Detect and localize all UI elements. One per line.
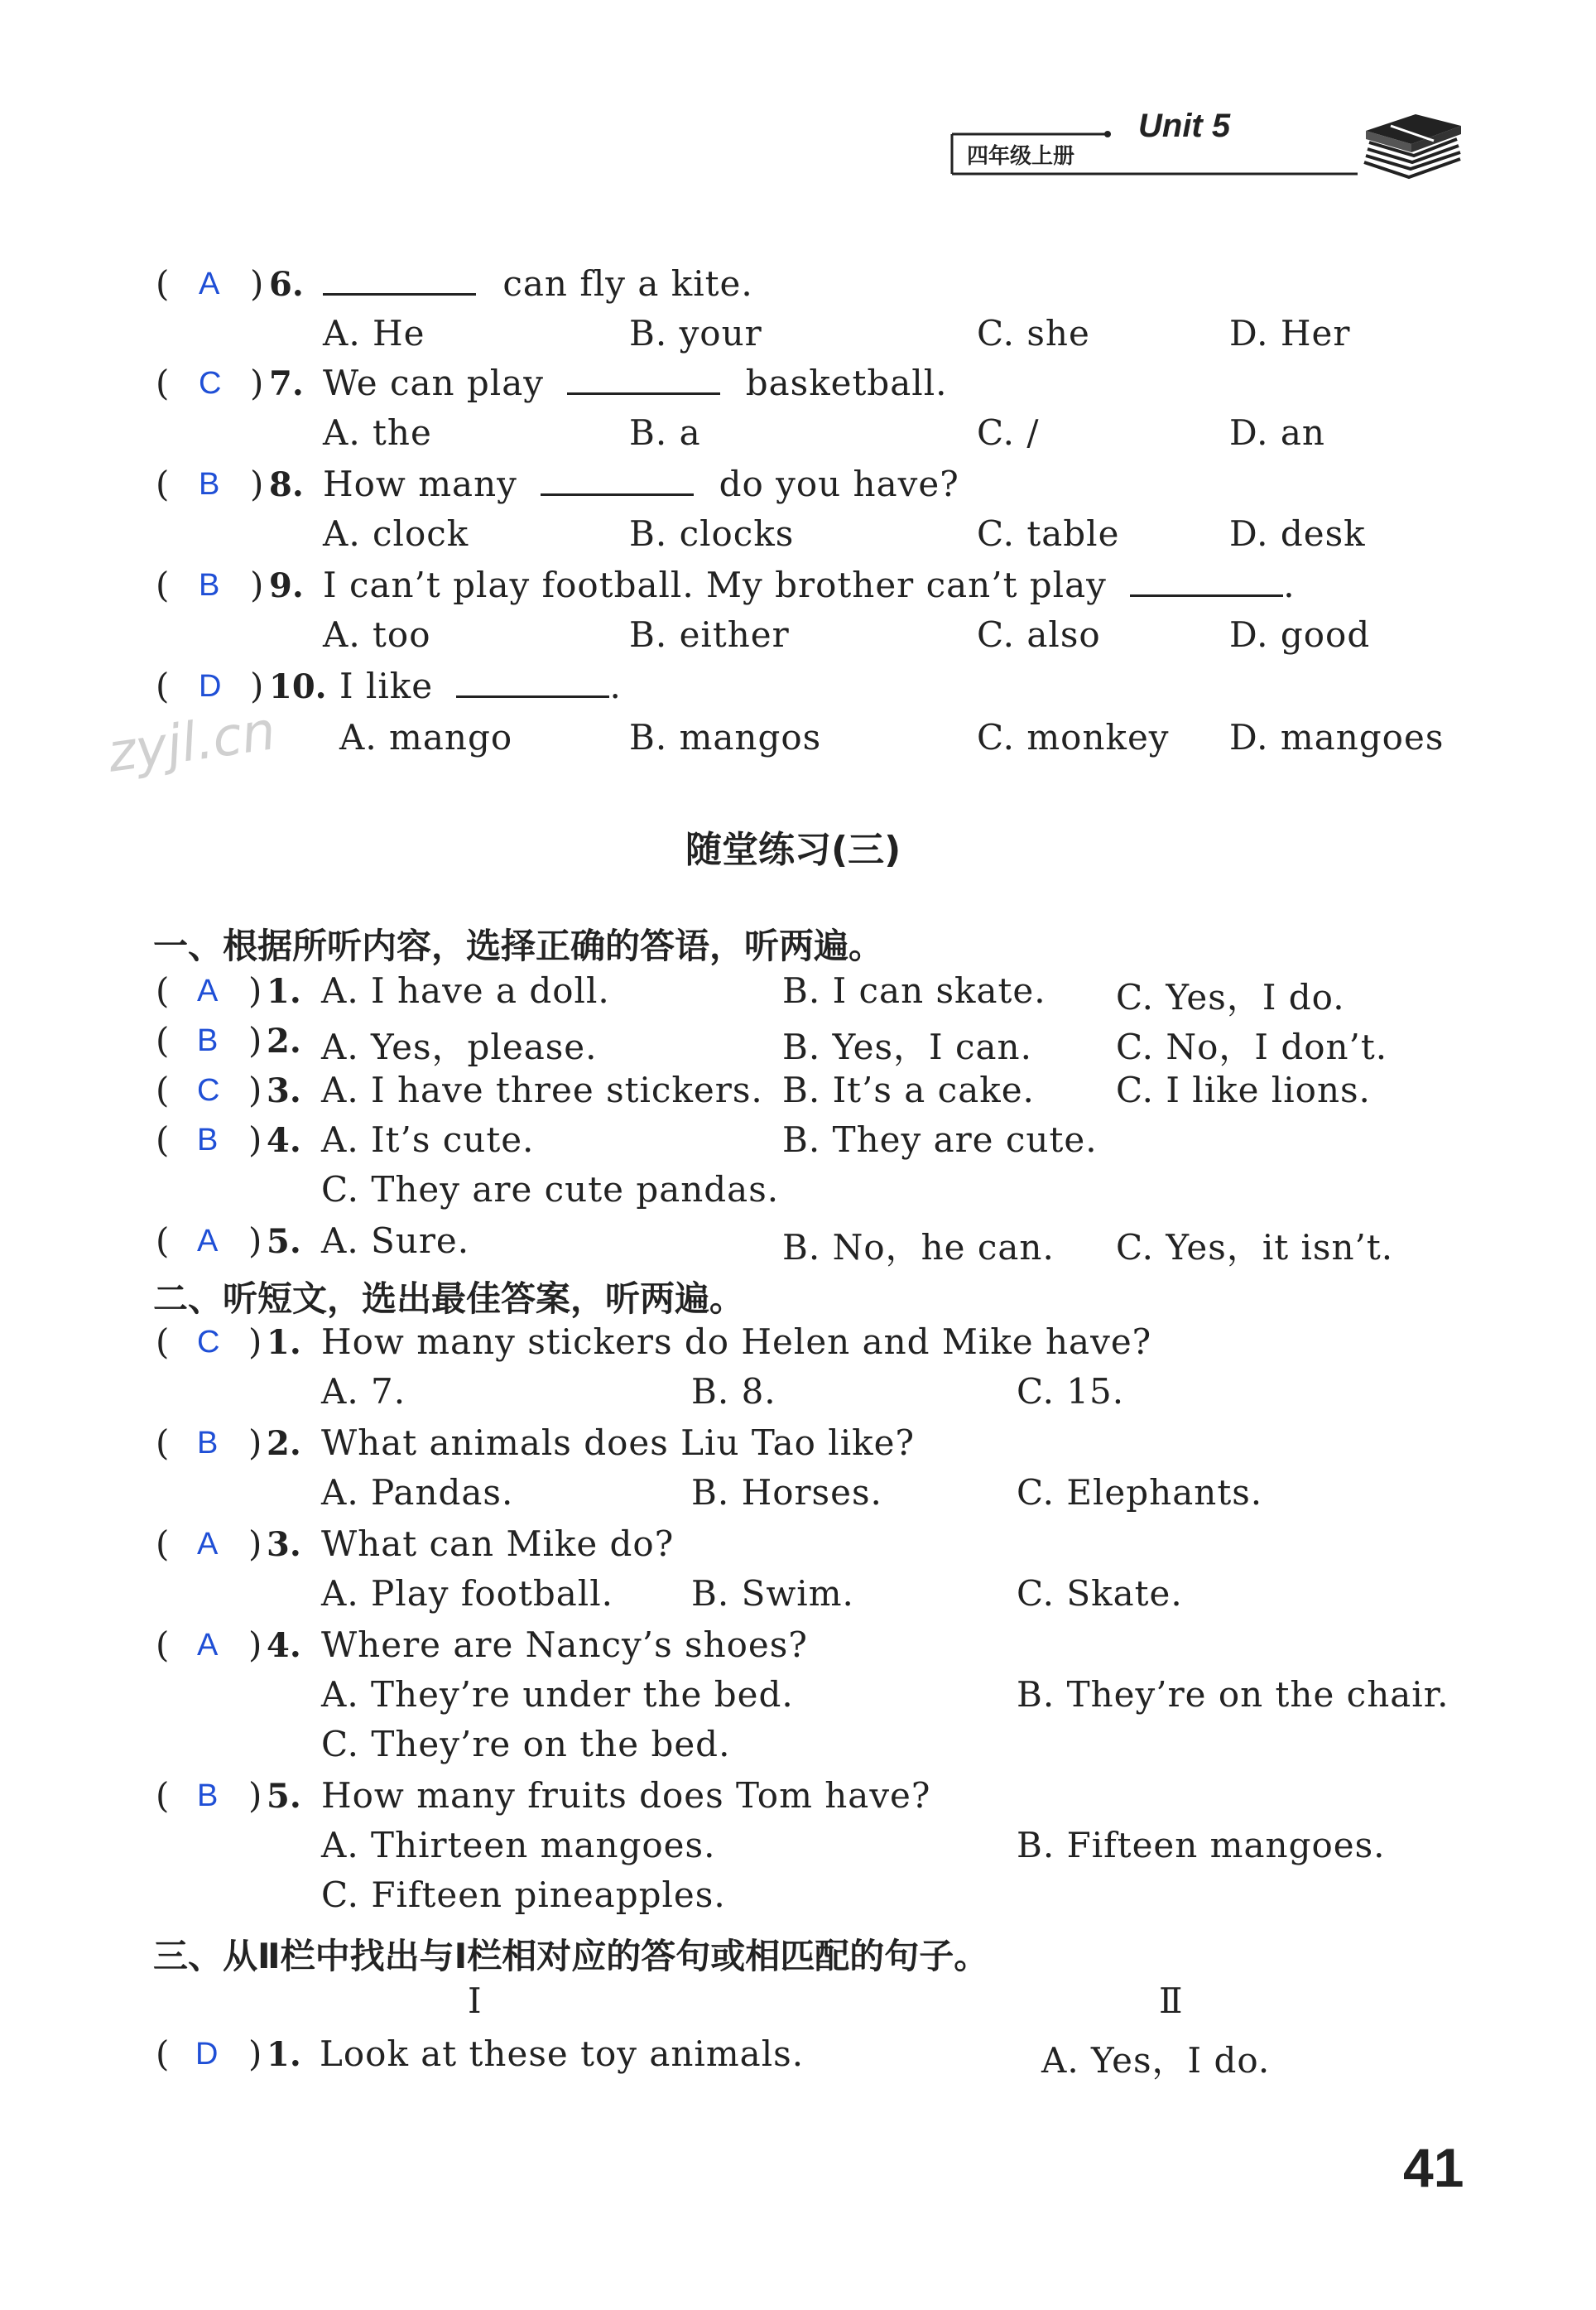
question-number: 3. <box>267 1525 301 1564</box>
question-number: 7. <box>269 364 304 403</box>
question-number: 4. <box>267 1626 301 1665</box>
question-number: 1. <box>267 2035 301 2074</box>
option-d: D. desk <box>1229 513 1366 554</box>
option-b: B. either <box>629 614 790 655</box>
option-b: B. Yes，I can. <box>782 1027 1032 1067</box>
option-d: D. mangoes <box>1229 717 1445 758</box>
option-c: C. Yes，I do. <box>1116 977 1345 1018</box>
column-1-label: Ⅰ <box>468 1980 483 2021</box>
option-d: D. an <box>1229 412 1325 453</box>
option-b: B. mangos <box>629 717 822 758</box>
option-a: A. too <box>323 614 431 655</box>
question-text: How many fruits does Tom have? <box>321 1775 931 1816</box>
question-text: I can’t play football. My brother can’t play <box>323 565 1107 605</box>
question-text-tail: . <box>1283 565 1296 605</box>
option-b: B. I can skate. <box>782 970 1046 1011</box>
option-c: C. Elephants. <box>1017 1472 1263 1513</box>
section-3-heading: 三、从Ⅱ栏中找出与Ⅰ栏相对应的答句或相匹配的句子。 <box>153 1936 989 1976</box>
question-text: What can Mike do? <box>321 1523 675 1564</box>
answer-mark: A <box>197 1527 219 1562</box>
blank <box>541 469 694 496</box>
question-text: How many stickers do Helen and Mike have? <box>321 1321 1152 1362</box>
option-a: A. It’s cute. <box>321 1119 535 1160</box>
question-text-tail: basketball. <box>745 363 948 403</box>
answer-mark: B <box>197 1778 219 1813</box>
question-number: 3. <box>267 1071 301 1110</box>
option-c: C. They’re on the bed. <box>321 1724 731 1764</box>
watermark: zyjl.cn <box>103 700 280 785</box>
answer-mark: B <box>199 467 220 502</box>
answer-mark: A <box>197 1628 219 1663</box>
option-a: A. I have three stickers. <box>321 1070 763 1110</box>
option-a: A. mango <box>339 717 513 758</box>
answer-mark: B <box>197 1426 219 1461</box>
option-b: B. It’s a cake. <box>782 1070 1035 1110</box>
question-number: 10. <box>269 667 327 706</box>
answer-mark: B <box>199 568 220 603</box>
page-number: 41 <box>1403 2137 1464 2198</box>
option-c: C. / <box>977 412 1040 453</box>
option-b: B. Fifteen mangoes. <box>1017 1825 1386 1865</box>
section-1-heading: 一、根据所听内容，选择正确的答语，听两遍。 <box>153 926 884 966</box>
option-c: C. Fifteen pineapples. <box>321 1874 726 1915</box>
option-a: A. Play football. <box>321 1573 613 1614</box>
question-number: 9. <box>269 566 304 605</box>
option-c: C. Skate. <box>1017 1573 1183 1614</box>
option-c: C. They are cute pandas. <box>321 1169 780 1210</box>
answer-mark: A <box>197 1224 219 1258</box>
option-d: D. Her <box>1229 313 1351 354</box>
blank <box>567 368 720 395</box>
question-number: 5. <box>267 1777 301 1816</box>
section-2-heading: 二、听短文，选出最佳答案，听两遍。 <box>153 1278 745 1319</box>
question-number: 5. <box>267 1222 301 1261</box>
answer-mark: A <box>197 974 219 1008</box>
question-number: 1. <box>267 1323 301 1362</box>
option-b: B. They’re on the chair. <box>1017 1674 1449 1715</box>
answer-mark: C <box>197 1325 220 1360</box>
books-icon <box>1358 108 1465 182</box>
column-2-label: Ⅱ <box>1159 1980 1184 2021</box>
option-a: A. He <box>323 313 425 354</box>
answer-mark: D <box>195 2037 219 2072</box>
option-a: A. the <box>323 412 432 453</box>
question-text-tail: . <box>609 666 622 706</box>
question-number: 6. <box>269 265 304 304</box>
header-grade: 四年级上册 <box>967 144 1075 169</box>
option-c: C. I like lions. <box>1116 1070 1371 1110</box>
option-a: A. 7. <box>321 1371 406 1412</box>
option-c: C. she <box>977 313 1090 354</box>
question-number: 4. <box>267 1121 301 1160</box>
option-b: B. No，he can. <box>782 1227 1055 1268</box>
option-b: B. Swim. <box>691 1573 854 1614</box>
option-b: B. your <box>629 313 762 354</box>
page-header <box>944 108 1465 190</box>
option-a: A. clock <box>323 513 469 554</box>
answer-mark: B <box>197 1123 219 1157</box>
question-text: can fly a kite. <box>502 263 753 304</box>
column-1-text: Look at these toy animals. <box>320 2033 805 2074</box>
question-text: Where are Nancy’s shoes? <box>321 1624 808 1665</box>
option-a: A. Thirteen mangoes. <box>321 1825 716 1865</box>
question-number: 8. <box>269 465 304 504</box>
question-text: How many <box>323 464 517 504</box>
option-b: B. They are cute. <box>782 1119 1098 1160</box>
question-text-tail: do you have? <box>719 464 959 504</box>
option-a: A. Pandas. <box>321 1472 514 1513</box>
question-number: 2. <box>267 1022 301 1061</box>
option-c: C. also <box>977 614 1101 655</box>
option-a: A. Yes，please. <box>321 1027 598 1067</box>
option-c: C. monkey <box>977 717 1170 758</box>
option-a: A. I have a doll. <box>321 970 610 1011</box>
option-b: B. clocks <box>629 513 795 554</box>
column-2-text: A. Yes，I do. <box>1041 2040 1271 2081</box>
section-title: 随堂练习(三) <box>685 829 901 871</box>
answer-mark: B <box>197 1023 219 1058</box>
blank <box>456 671 609 698</box>
option-b: B. a <box>629 412 701 453</box>
question-text: What animals does Liu Tao like? <box>321 1422 915 1463</box>
blank <box>1130 570 1283 597</box>
answer-mark: C <box>199 366 222 401</box>
option-c: C. 15. <box>1017 1371 1125 1412</box>
option-a: A. Sure. <box>321 1220 470 1261</box>
option-d: D. good <box>1229 614 1371 655</box>
header-unit: Unit 5 <box>1138 108 1231 144</box>
question-text: I like <box>339 666 434 706</box>
option-c: C. No，I don’t. <box>1116 1027 1388 1067</box>
answer-mark: D <box>199 669 222 704</box>
option-a: A. They’re under the bed. <box>321 1674 794 1715</box>
blank <box>323 268 476 296</box>
option-c: C. Yes，it isn’t. <box>1116 1227 1394 1268</box>
question-number: 1. <box>267 972 301 1011</box>
option-b: B. Horses. <box>691 1472 882 1513</box>
question-number: 2. <box>267 1424 301 1463</box>
question-text: We can play <box>323 363 544 403</box>
answer-mark: A <box>199 267 220 301</box>
option-c: C. table <box>977 513 1120 554</box>
answer-mark: C <box>197 1073 220 1108</box>
option-b: B. 8. <box>691 1371 776 1412</box>
